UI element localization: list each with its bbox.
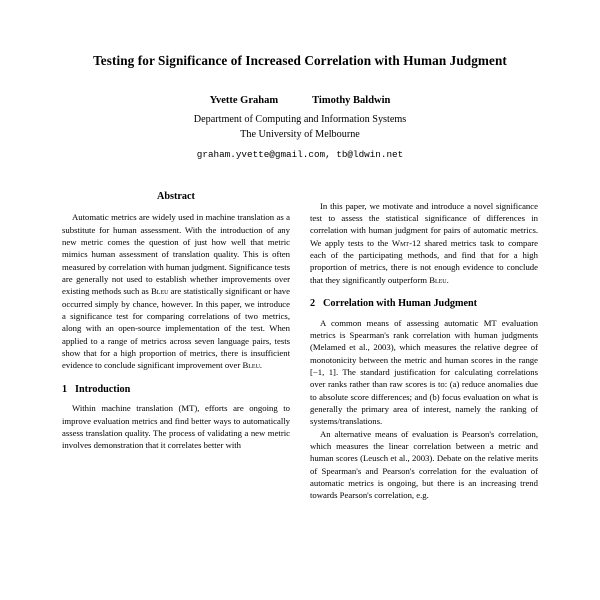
- author-emails: graham.yvette@gmail.com, tb@ldwin.net: [196, 148, 404, 160]
- abstract-heading: Abstract: [157, 190, 195, 202]
- left-column: [62, 190, 290, 502]
- author-block: [62, 95, 538, 106]
- abstract-text: Automatic metrics are widely used in machine translation as a substitute for human assessment. With the introduction of any new metric comes the question of just how well that metric mimics human assessment of translation quality. This is often measured by correlation with human judgment. Significance tests are generally not used to establish whether improvements over existing methods such as Bleu are statistically significant or have occurred simply by chance, however. In this paper, we introduce a significance test for comparing correlations of two metrics, along with an open-source implementation of the test. When applied to a range of metrics across seven language pairs, tests show that for a high proportion of metrics, there is insufficient evidence to conclude significant improvement over Bleu.: [62, 212, 291, 371]
- author-2: Timothy Baldwin: [312, 95, 391, 107]
- section-1-paragraph-1: Within machine translation (MT), efforts are ongoing to improve evaluation metrics and find better ways to automatically assess translation quality. The process of validating a new metric involves demonstration that it correlates better with: [62, 403, 290, 451]
- intro-continued-paragraph: In this paper, we motivate and introduce a novel significance test to assess the statistical significance of differences in correlation with human judgment for pairs of automatic metrics. We apply tests to the Wmt-12 shared metrics task to compare each of the participating methods, and find that for a high proportion of metrics, there is not enough evidence to conclude that they significantly outperform Bleu.: [310, 200, 538, 285]
- section-2-paragraph-1: A common means of assessing automatic MT evaluation metrics is Spearman's rank correlation with human judgments (Melamed et al., 2003), which measures the relative degree of monotonicity between the metric and human scores in the range [−1, 1]. The standard justification for calculating correlations over ranks rather than raw scores is to: (a) reduce anomalies due to absolute score differences; and (b) focus evaluation on what is generally the primary area of interest, namely the ranking of systems/translations.: [310, 317, 538, 427]
- affiliation-line-1: Department of Computing and Information Systems: [193, 114, 407, 126]
- affiliation-line-2: The University of Melbourne: [240, 128, 360, 140]
- section-title-1: Introduction: [75, 383, 131, 395]
- section-2-paragraph-2: An alternative means of evaluation is Pearson's correlation, which measures the linear correlation between a metric and human scores (Leusch et al., 2003). Debate on the relative merits of Spearman's and Pearson's correlation for the evaluation of automatic metrics is ongoing, but there is an increasing trend towards Pearson's correlation, e.g.: [310, 428, 538, 501]
- affiliation: [62, 113, 538, 143]
- section-number-2: 2: [310, 298, 316, 310]
- section-number-1: 1: [62, 383, 68, 395]
- author-1: Yvette Graham: [209, 95, 279, 107]
- column-top-spacer: [310, 190, 538, 200]
- section-heading-correlation: [310, 297, 538, 311]
- body-columns: [62, 190, 538, 502]
- section-title-2: Correlation with Human Judgment: [323, 298, 478, 310]
- right-column: [310, 190, 538, 502]
- page-title: Testing for Significance of Increased Correlation with Human Judgment: [93, 53, 507, 68]
- section-heading-introduction: [62, 383, 290, 397]
